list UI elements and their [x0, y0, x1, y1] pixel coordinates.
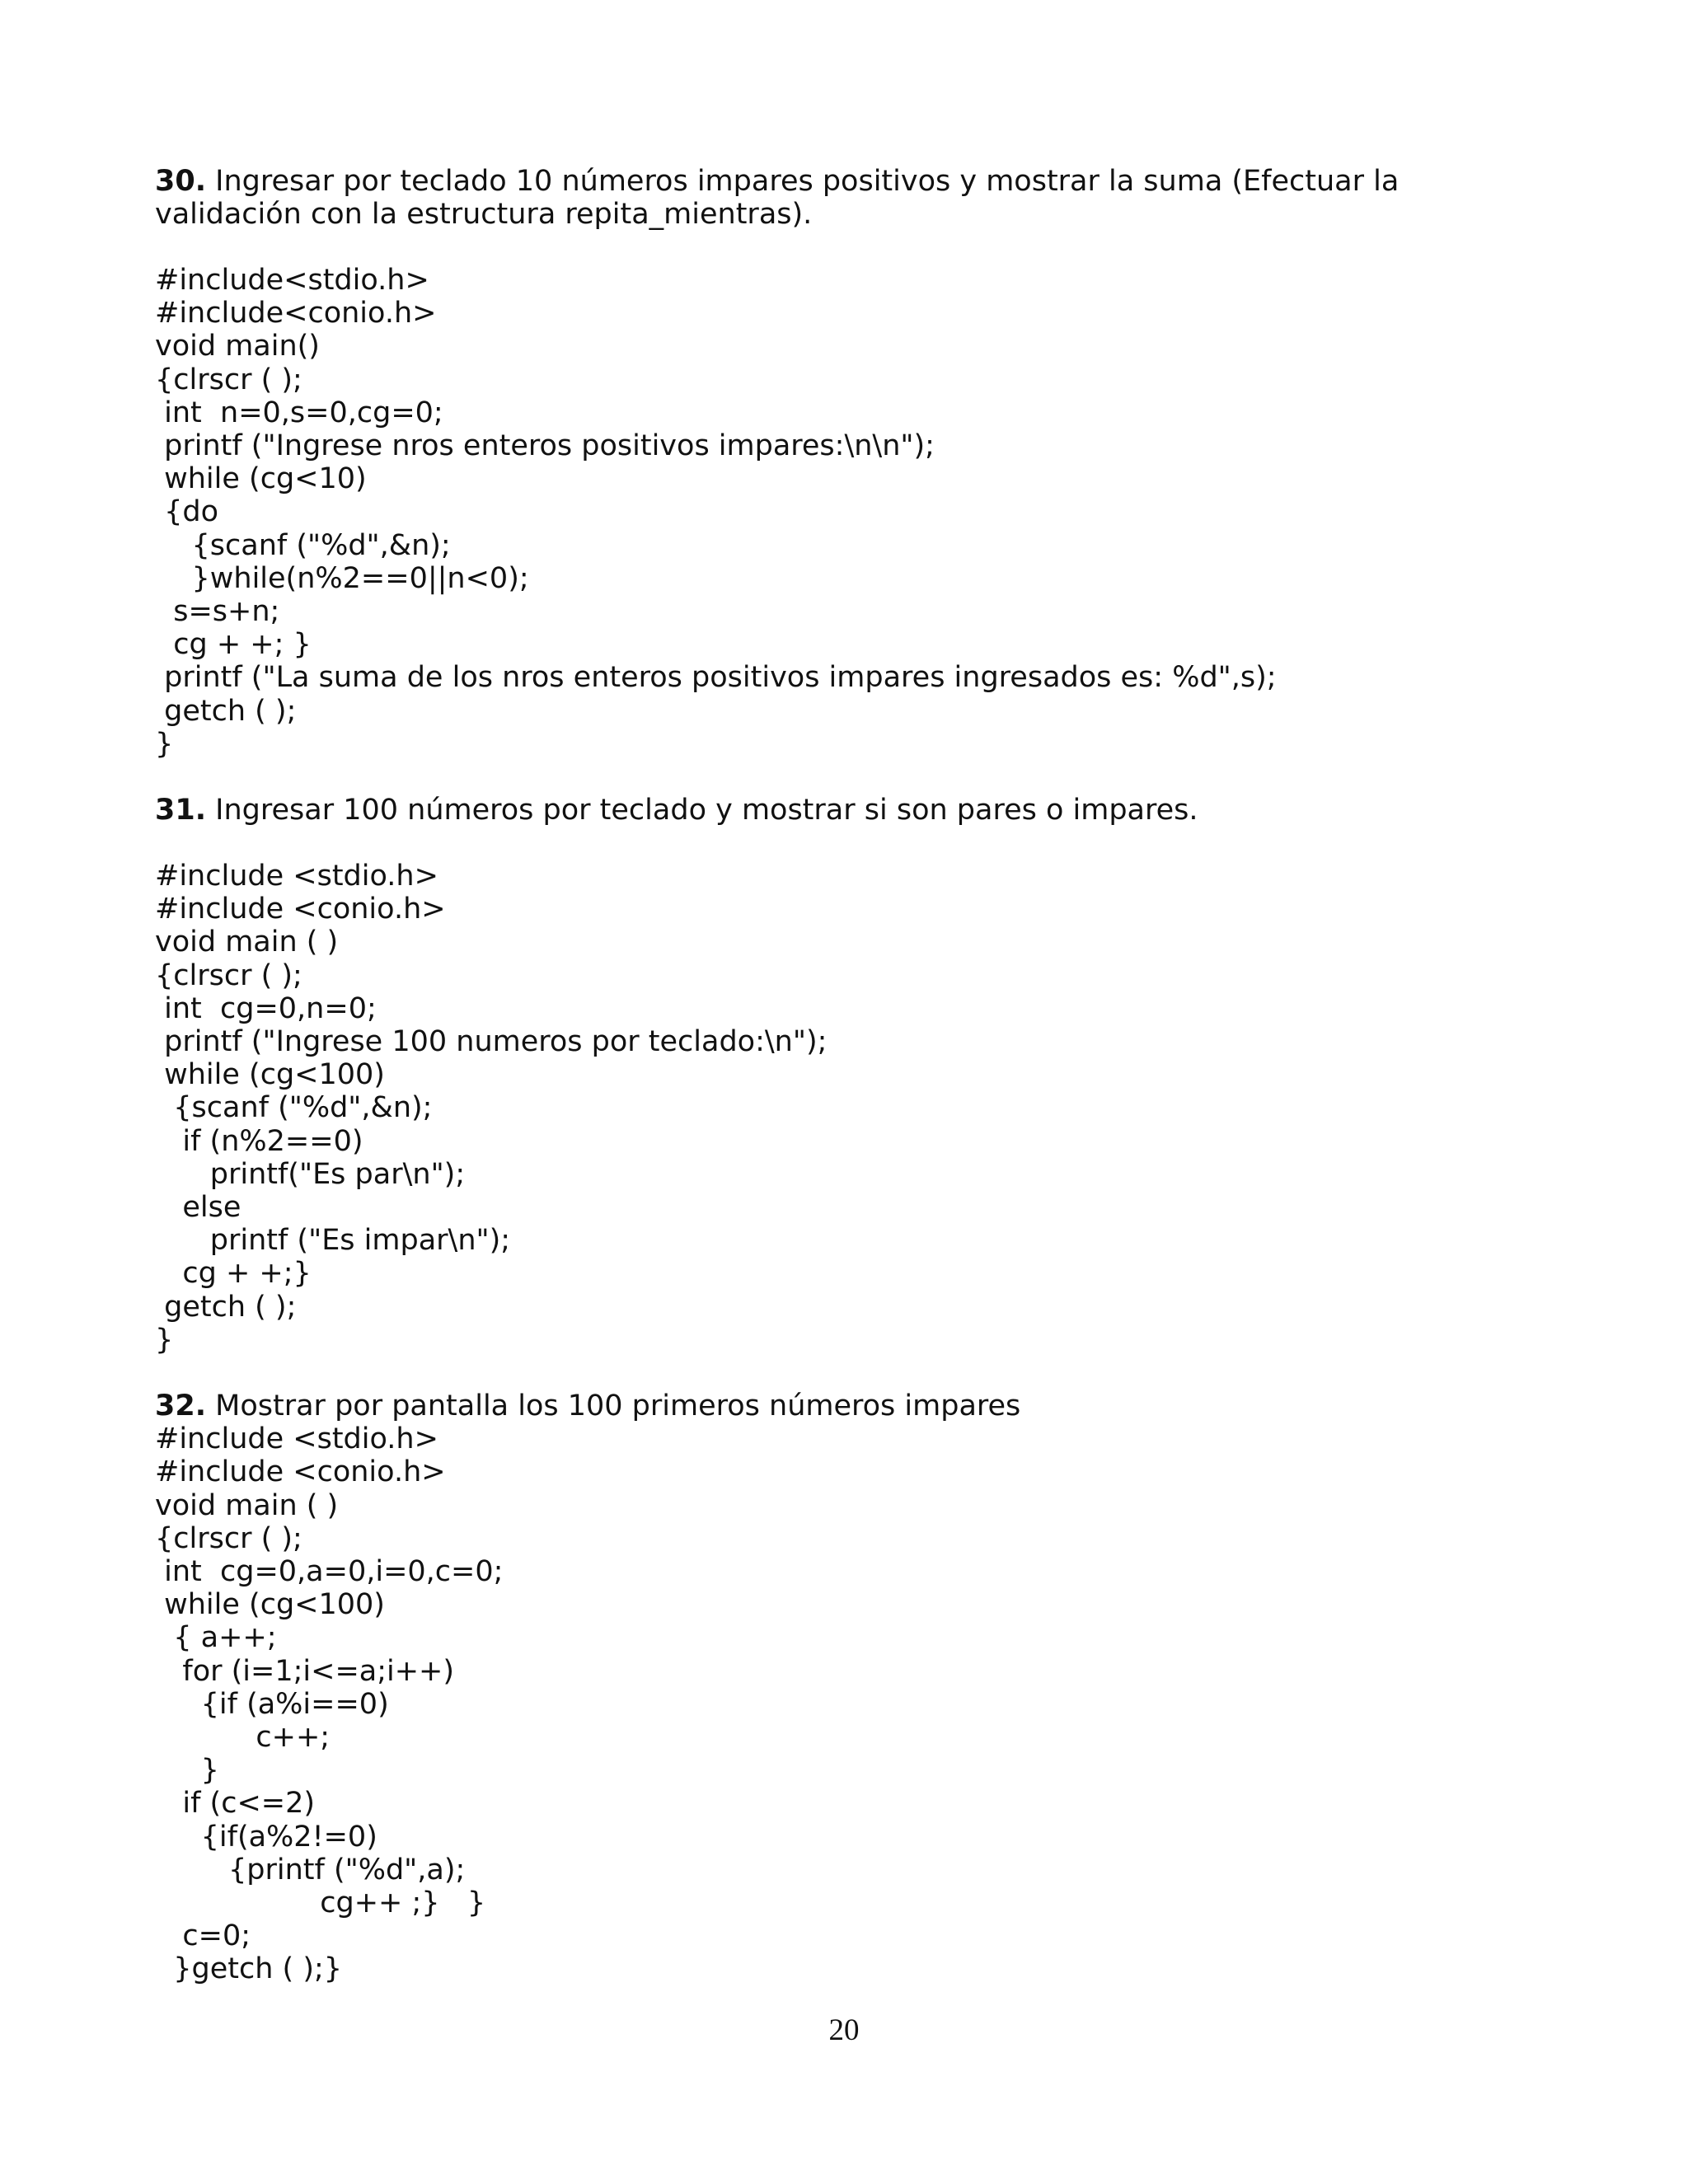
exercise-30: [155, 165, 1540, 761]
document-page: [155, 165, 1540, 1986]
spacer: [155, 231, 1540, 264]
code-listing: #include<stdio.h> #include<conio.h> void main() {clrscr ( ); int n=0,s=0,cg=0; printf ("Ingrese nros enteros positivos impares:\n\n"); while (cg<10) {do {scanf ("%d",&n); }while(n%2==0||n<0); s=s+n; cg + +; } printf ("La suma de los nros enteros positivos impares ingresados es: %d",s); getch ( ); }: [155, 264, 1277, 761]
exercise-statement: Ingresar por teclado 10 números impares positivos y mostrar la suma (Efectuar la validación con la estructura repita_mientras).: [155, 165, 1400, 231]
exercise-31: [155, 794, 1540, 1357]
exercise-number: 31.: [155, 794, 207, 827]
exercise-statement: Mostrar por pantalla los 100 primeros números impares: [206, 1390, 1021, 1423]
exercise-32: [155, 1390, 1540, 1985]
spacer: [155, 761, 1540, 794]
exercise-number: 30.: [155, 165, 207, 198]
exercise-heading: [155, 1390, 1540, 1422]
code-listing: #include <stdio.h> #include <conio.h> void main ( ) {clrscr ( ); int cg=0,a=0,i=0,c=0; while (cg<100) { a++; for (i=1;i<=a;i++) {if (a%i==0) c++; } if (c<=2) {if(a%2!=0) {printf ("%d",a); cg++ ;} } c=0; }getch ( );}: [155, 1422, 504, 1986]
spacer: [155, 1357, 1540, 1390]
spacer: [155, 827, 1540, 860]
exercise-heading: [155, 165, 1540, 231]
code-listing: #include <stdio.h> #include <conio.h> void main ( ) {clrscr ( ); int cg=0,n=0; printf ("Ingrese 100 numeros por teclado:\n"); while (cg<100) {scanf ("%d",&n); if (n%2==0) printf("Es par\n"); else printf ("Es impar\n"); cg + +;} getch ( ); }: [155, 860, 828, 1357]
exercise-heading: [155, 794, 1540, 827]
exercise-number: 32.: [155, 1390, 207, 1423]
exercise-statement: Ingresar 100 números por teclado y mostrar si son pares o impares.: [206, 794, 1198, 827]
page-number: 20: [828, 2013, 860, 2047]
